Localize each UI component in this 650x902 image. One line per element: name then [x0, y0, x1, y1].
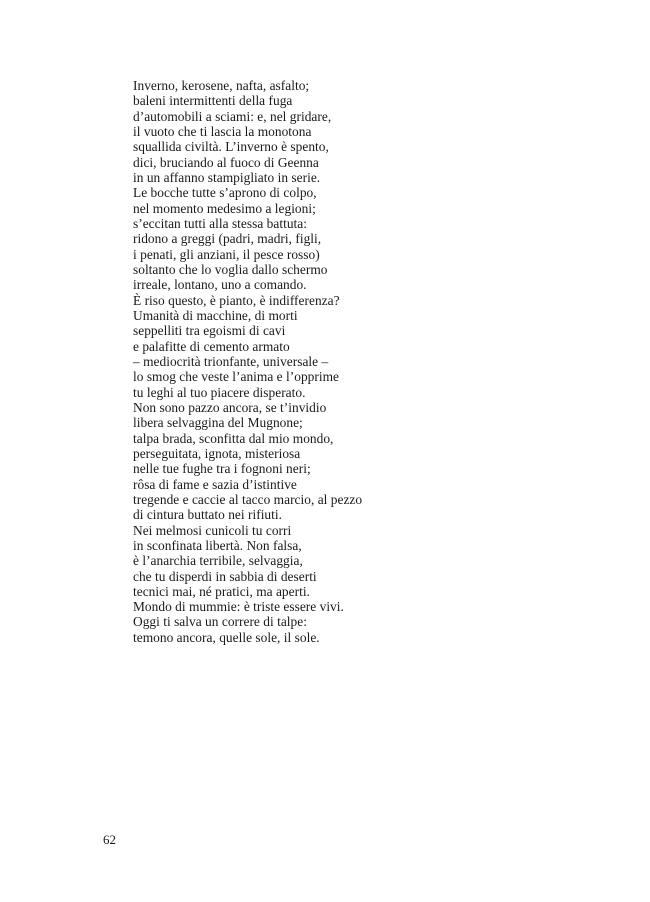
poem-line: Oggi ti salva un correre di talpe:: [133, 614, 307, 630]
poem-line: ridono a greggi (padri, madri, figli,: [133, 231, 322, 247]
poem-line: baleni intermittenti della fuga: [133, 93, 293, 109]
poem-line: Non sono pazzo ancora, se t’invidio: [133, 399, 327, 415]
poem-line: in un affanno stampigliato in serie.: [133, 169, 321, 185]
poem-line: tecnici mai, né pratici, ma aperti.: [133, 583, 310, 599]
poem-line: – mediocrità trionfante, universale –: [133, 353, 329, 369]
poem-line: nel momento medesimo a legioni;: [133, 200, 316, 216]
poem-line: talpa brada, sconfitta dal mio mondo,: [133, 430, 334, 446]
poem-line: soltanto che lo voglia dallo schermo: [133, 261, 328, 277]
poem-line: i penati, gli anziani, il pesce rosso): [133, 246, 320, 262]
poem-line: Umanità di macchine, di morti: [133, 307, 298, 323]
poem-line: tregende e caccie al tacco marcio, al pezzo: [133, 491, 363, 507]
poem-line: che tu disperdi in sabbia di deserti: [133, 568, 317, 584]
poem-line: temono ancora, quelle sole, il sole.: [133, 629, 320, 645]
poem-line: e palafitte di cemento armato: [133, 338, 290, 354]
poem-line: è l’anarchia terribile, selvaggia,: [133, 553, 303, 569]
poem-line: Inverno, kerosene, nafta, asfalto;: [133, 78, 310, 93]
page-number: 62: [103, 832, 116, 847]
poem-line: È riso questo, è pianto, è indifferenza?: [133, 292, 340, 308]
poem-line: Mondo di mummie: è triste essere vivi.: [133, 599, 344, 615]
poem-line: nelle tue fughe tra i fognoni neri;: [133, 461, 311, 477]
poem-line: di cintura buttato nei rifiuti.: [133, 507, 282, 523]
poem-line: d’automobili a sciami: e, nel gridare,: [133, 108, 332, 124]
poem-line: perseguitata, ignota, misteriosa: [133, 445, 301, 461]
poem-line: squallida civiltà. L’inverno è spento,: [133, 139, 329, 155]
poem-text: [133, 78, 593, 645]
poem-line: s’eccitan tutti alla stessa battuta:: [133, 215, 307, 231]
poem-line: in sconfinata libertà. Non falsa,: [133, 537, 302, 553]
poem-line: lo smog che veste l’anima e l’opprime: [133, 369, 339, 385]
poem-line: tu leghi al tuo piacere disperato.: [133, 384, 306, 400]
poem-line: il vuoto che ti lascia la monotona: [133, 123, 312, 139]
poem-line: dici, bruciando al fuoco di Geenna: [133, 154, 319, 170]
poem-line: Le bocche tutte s’aprono di colpo,: [133, 185, 317, 201]
poem-line: Nei melmosi cunicoli tu corri: [133, 522, 292, 538]
poem-line: libera selvaggina del Mugnone;: [133, 415, 303, 431]
poem-line: seppelliti tra egoismi di cavi: [133, 323, 286, 339]
poem-line: irreale, lontano, uno a comando.: [133, 277, 307, 293]
poem-line: rôsa di fame e sazia d’istintive: [133, 476, 297, 492]
